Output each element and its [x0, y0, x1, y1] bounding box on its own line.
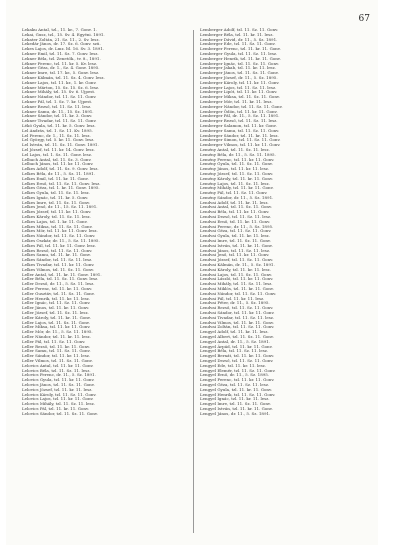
directory-entry: Lengyel Henrik, tzl. 11. Sz. 11. Gonv.	[200, 391, 276, 397]
directory-entry: Lekner Márton, 15. Sz. 15. Sz. 6. lesz.	[22, 84, 100, 90]
directory-entry: Lelovics Sándor, tzl. 11. Sz. 11. Gonv.	[22, 410, 98, 416]
directory-entry: Lemberger Rezső, tzl. 11. Sz. 11. lesz.	[200, 118, 278, 124]
directory-entry: Lemberger Salamon, tzl. 11. kr. Gonv.	[200, 122, 277, 128]
directory-entry: Lelovics Pál, tzl. 11. kr. 11. Gonv.	[22, 405, 90, 411]
column-divider	[193, 30, 194, 533]
directory-entry: Leller Gusztáv, tzl. 11. Sz. 11. Gonv.	[22, 290, 95, 296]
directory-entry: Lemény Ferenc, tzl. 11. kr. 11. Gonv.	[200, 156, 275, 162]
directory-entry: Lendvai Sándor, tzl. 11. kr. 11. Gonv.	[200, 310, 275, 316]
directory-entry: Lel György, tzl. 5. kr. 11. Gonv. lesz.	[22, 137, 95, 143]
directory-entry: Lelbach János, tzl. 11. kr. 11. Gonv.	[22, 161, 94, 167]
directory-entry: Lekner Géza, dr. 1., Sz. 4. Gonv. 1895.	[22, 65, 100, 71]
directory-entry: Lelkes Nándor, tzl. 11. Sz. 11. Gonv.	[22, 233, 96, 239]
directory-entry: Lekner Kálmán, tzl. 11. Sz. 4. Gonv. lesz.	[22, 74, 105, 80]
directory-entry: Lelkes Imre, tzl. 11. Sz. 11. Gonv.	[22, 199, 91, 205]
directory-entry: Lemberger Jakab, tzl. 11. kr. 11. lesz.	[200, 65, 276, 71]
directory-entry: Lelkes Adolf, tzl. 11. Sz. 9. Gonv. lesz.	[22, 166, 99, 172]
directory-entry: Lékó Gyula, tzl. 11. kr. 5. Gonv. lesz.	[22, 122, 96, 128]
directory-entry: Lemberger Mór, tzl. 11. kr. 11. lesz.	[200, 98, 273, 104]
directory-entry: Leller Sándor, tzl. 11. kr. 11. lesz.	[22, 353, 91, 359]
directory-entry: Lelkes Tivadar, tzl. 11. kr. 11. Gonv.	[22, 262, 95, 268]
directory-entry: Lekner Rezső, tzl. 11. Sz. 11. lesz.	[22, 103, 92, 109]
directory-entry: Lekner Tivadar, tzl. 11. Sz. 11. Gonv.	[22, 118, 97, 124]
directory-entry: Lelovics Károly, tzl. 11. Sz. 11. Gonv.	[22, 391, 97, 397]
directory-entry: Lelkes Géza, tzl. 1. kr. 11. Gonv. 1895.	[22, 185, 100, 191]
directory-entry: Lendvai Ferenc, dr. 11., 5. Sz. 1895.	[200, 223, 274, 229]
directory-entry: Lekai, Gusz, tzl., 15. Sv. 4. Egyéni. 1891.	[22, 31, 105, 37]
directory-entry: Lekner Béla, tzl. Zenetők., tv. 8., 1891.	[22, 55, 101, 61]
directory-entry: Leller Antal, tzl. 11. kr. 11. Gonv. 1891.	[22, 271, 102, 277]
directory-entry: Lelovics József, tzl. 11. kr. 11. lesz.	[22, 386, 93, 392]
directory-entry: Lemberger Miksa, tzl. 11. Sz. 11. Gonv.	[200, 94, 280, 100]
directory-entry: Lelkes Ernő, tzl. 11. Sz. 11. Gonv. lesz.	[22, 180, 101, 186]
directory-entry: Lengyel Adolf, tzl. 11. kr. 11. lesz.	[200, 329, 269, 335]
directory-entry: Lelkes Miksa, tzl. 11. Sz. 11. Gonv.	[22, 223, 93, 229]
directory-entry: Leller Rezső, tzl. 11. kr. 11. Gonv.	[22, 343, 91, 349]
directory-entry: Lekner Lajos, tzl. 11. kr., 1. kr. Gonv.	[22, 79, 97, 85]
directory-entry: Lekner Pál, tzl. 1. Sz. 7. kr. Ujpest.	[22, 98, 93, 104]
directory-entry: Lemény János, tzl. 11. kr. 11. lesz.	[200, 166, 270, 172]
directory-entry: Lemény Lajos, tzl. 11. Sz. 11. lesz.	[200, 180, 270, 186]
directory-entry: Lendvai Gyula, tzl. 11. kr. 11. lesz.	[200, 233, 270, 239]
directory-entry: Lendvai Imre, tzl. 11. Sz. 11. Gonv.	[200, 238, 271, 244]
directory-entry: Lelbach Antal, tzl. 11. Sz. 3. Gonv.	[22, 156, 92, 162]
directory-entry: Lemény Antal, tzl. 11. Sz. 11. lesz.	[200, 146, 270, 152]
directory-entry: Lengyel Ernő, dr. 11., 5. Sz. 1895.	[200, 372, 270, 378]
directory-entry: Lengyel István, tzl. 11. kr. 11. Gonv.	[200, 405, 273, 411]
directory-entry: Lekner Mihály, tzl. 15. Sv. 6. Ujpest.	[22, 89, 96, 95]
directory-entry: Lékner Ferenc, tzl. 11. kr. 5. Kv. lesz.	[22, 60, 98, 66]
directory-entry: Lelovics Antal, tzl. 11. kr. 11. Gonv.	[22, 362, 94, 368]
directory-entry: Lendvai Károly, tzl. 11. kr. 11. lesz.	[200, 266, 271, 272]
directory-entry: Lekner Emil, tzl. 11. Sz. 7. Gonv. lesz.	[22, 50, 99, 56]
directory-entry: Leller Béla, tzl. 11. Sz. 11. Gonv. lesz.	[22, 276, 99, 282]
directory-entry: Lendvai Nándor, tzl. 11. Sz. 11. Gonv.	[200, 290, 277, 296]
directory-entry: Leller Pál, tzl. 11. Sz. 11. Gonv.	[22, 338, 86, 344]
directory-entry: Lendvai József, tzl. 11. Sz. 11. Gonv.	[200, 257, 274, 263]
directory-entry: Leller Ferenc, tzl. 11. kr. 11. Gonv.	[22, 286, 93, 292]
directory-entry: Lelovics Mihály, tzl. 11. Sz. 11. lesz.	[22, 401, 95, 407]
directory-entry: Lekner Imre, tzl. 17. kr., 5. Gonv. lesz.	[22, 70, 100, 76]
directory-entry: Lengyel Imre, tzl. 11. Sz. 11. Gonv.	[200, 401, 271, 407]
directory-entry: Lelovics Lajos, tzl. 11. kr. 11. Gonv.	[22, 396, 94, 402]
directory-entry: Lengyel Béla, tzl. 11. Sz. 11. lesz.	[200, 348, 269, 354]
directory-entry: Lekner Sándor, tzl. 11. kr. 3. Gonv.	[22, 113, 93, 119]
directory-entry: Lendvai Béla, tzl. 11. kr. 11. Gonv.	[200, 209, 270, 215]
directory-entry: Lelkes Sándor, tzl. 11. Sz. 11. lesz.	[22, 257, 93, 263]
directory-entry: Leller Dezső, dr. 11., 5. Sz. 11. lesz.	[22, 281, 95, 287]
directory-entry: Lelkes Vilmos, tzl. 11. Sz. 11. Gonv.	[22, 266, 95, 272]
directory-entry: Lendvai Ernő, tzl. 11. kr. 11. Gonv.	[200, 218, 271, 224]
directory-entry: Lengyel Elemér, tzl. 11. Sz. 11. Gonv.	[200, 367, 276, 373]
directory-entry: Leller Vilmos, tzl. 11. Sz. 11. Gonv.	[22, 357, 93, 363]
directory-entry: Lemberger Nándor, tzl. 11. Sz. 11. Gonv.	[200, 103, 283, 109]
directory-entry: Lengyel Árpád, tzl. 11. kr. 11. Gonv.	[200, 343, 273, 349]
directory-entry: Leller Lajos, tzl. 11. Sz. 11. Gonv.	[22, 319, 90, 325]
directory-entry: Leller Ignác, tzl. 11. Sz. 11. Gonv.	[22, 300, 91, 306]
directory-entry: Lendvai Zoltán, tzl. 11. Sz. 11. Gonv.	[200, 324, 275, 330]
directory-entry: Lekner Nándor, tzl. 11. Sz. 11. Gonv.	[22, 94, 97, 100]
directory-entry: Lel József, tzl. 11. kr. 14. Gonv. lesz.	[22, 146, 95, 152]
directory-entry: Leller Miksa, tzl. 11. kr. 11. Gonv.	[22, 324, 91, 330]
directory-entry: Lelovics Béla, tzl. 11. Sz. 11. lesz.	[22, 367, 91, 373]
directory-entry: Lemberger János, tzl. 11. Sz. 11. Gonv.	[200, 70, 279, 76]
directory-entry: Lekedár János, dr. 17. Sz. 6. Gonv. szü.	[22, 41, 101, 47]
directory-entry: Lel István, tzl. 11. Sz. 11. Gonv. 1891.	[22, 142, 99, 148]
directory-entry: Lengyel Dezső, tzl. 11. Sz. 11. Gonv.	[200, 357, 274, 363]
directory-entry: Lendvai Péter, dr. 11., 5. Sz. 1895.	[200, 300, 270, 306]
directory-entry: Lemberger Samu, tzl. 11. Sz. 11. Gonv.	[200, 127, 280, 133]
directory-entry: Lemberger Béla, tzl. 11. kr. 11. lesz.	[200, 31, 274, 37]
directory-entry: Lelkes Ignác, tzl. 11. kr. 5. Gonv.	[22, 194, 89, 200]
directory-entry: Lendvai Vilmos, tzl. 11. kr. 11. Gonv.	[200, 319, 275, 325]
directory-entry: Lelovics János, tzl. 11. Sz. 11. Gonv.	[22, 381, 95, 387]
directory-entry: Lelkes Béla, dr. 11., 5. Sz. 11. 1891.	[22, 170, 95, 176]
directory-entry: Lengyel Albert, tzl. 11. Sz. 11. Gonv.	[200, 334, 274, 339]
directory-entry: Lemberger Ede, tzl. 11. Sz. 11. Gonv.	[200, 41, 276, 47]
directory-entry: Lemény Pál, tzl. 11. Sz. 11. Gonv.	[200, 190, 268, 196]
page-number: 67	[358, 14, 370, 24]
directory-entry: Lendvai Lajos, tzl. 11. Sz. 11. Gonv.	[200, 271, 273, 277]
directory-entry: Lelkes József, tzl. 11. kr. 11. Gonv.	[22, 209, 92, 215]
directory-entry: Lelkes Rezső, tzl. 11. Sz. 11. Gonv.	[22, 247, 93, 253]
directory-entry: Lendvai Mihály, tzl. 11. Sz. 11. lesz.	[200, 281, 273, 287]
directory-entry: Lemberger Henrik, tzl. 11. kr. 11. Gonv.	[200, 55, 281, 61]
directory-entry: Lemberger Sándor, tzl. 11. kr. 11. lesz.	[200, 132, 279, 138]
directory-entry: Lelkes Samu, tzl. 11. kr. 11. Gonv.	[22, 252, 91, 258]
directory-entry: Lendvai István, tzl. 11. kr. 11. Gonv.	[200, 242, 273, 248]
directory-entry: Leller Károly, tzl. 11. kr. 11. Gonv.	[22, 314, 91, 320]
directory-entry: Lengyel Géza, tzl. 11. Sz. 11. lesz.	[200, 381, 270, 387]
directory-entry: Lengyel Ferenc, tzl. 11. kr. 11. Gonv.	[200, 377, 275, 383]
directory-entry: Lelkes Jenő, dr. 11., 15. Sz. 11. 1891.	[22, 204, 98, 210]
directory-entry: Lemény Béla, dr. 11., 5. Sz. 11. 1895.	[200, 151, 276, 157]
directory-entry: Lemény Gyula, tzl. 11. Sz. 11. Gonv.	[200, 161, 273, 167]
left-column	[22, 28, 187, 537]
directory-entry: Lemberger Lajos, tzl. 11. Sz. 11. lesz.	[200, 84, 277, 90]
directory-entry: Lendvai Tivadar, tzl. 11. Sz. 11. lesz.	[200, 314, 275, 320]
directory-entry: Lendvai Rezső, tzl. 11. Sz. 11. Gonv.	[200, 305, 274, 311]
directory-entry: Lendvai Miklós, tzl. 11. kr. 11. Gonv.	[200, 286, 274, 292]
directory-entry: Lemberger Dávid, dr. 11., 5. Sz. 1891.	[200, 36, 278, 42]
directory-entry: Lendvai Antal, tzl. 11. Sz. 11. Gonv.	[200, 204, 273, 210]
directory-entry: Lendvai Géza, tzl. 11. Sz. 11. Gonv.	[200, 228, 272, 234]
directory-entry: Lemberger Ödön, tzl. 11. kr. 11. Gonv.	[200, 108, 278, 114]
directory-entry: Lelkes Gyula, tzl. 11. Sz. 11. lesz.	[22, 190, 90, 196]
directory-entry: Lengyel János, dr. 11., 5. Sz. 1891.	[200, 410, 271, 416]
directory-entry: Lelovics Gyula, tzl. 11. kr. 11. Gonv.	[22, 377, 95, 383]
directory-entry: Lelkes Mór, tzl. 11. kr. 11. Gonv. lesz.	[22, 228, 98, 234]
directory-entry: Leller József, tzl. 11. Sz. 11. lesz.	[22, 310, 89, 316]
directory-entry: Lemény Károly, tzl. 11. kr. 11. Gonv.	[200, 175, 274, 181]
directory-entry: Lelkes Emil, tzl. 11. kr. 11. Gonv.	[22, 175, 89, 181]
directory-entry: Lekes Lajos, dr. Lmz. ltl. 16. Sv. 3. 1891.	[22, 46, 105, 52]
directory-page	[6, 0, 378, 545]
directory-entry: Lel Ferenc, dr. 1., 11. Sz. 11. lesz.	[22, 132, 91, 138]
directory-entry: Lemberger Adolf, tzl. 11. Sz. 11. Gonv.	[200, 28, 279, 32]
directory-entry: Lengyel Ignác, tzl. 11. kr. 11. lesz.	[200, 396, 270, 402]
directory-entry: Lel Lajos, tzl. 1. Sz. 11. Gonv. lesz.	[22, 151, 93, 157]
directory-entry: Leller Henrik, tzl. 11. kr. 11. lesz.	[22, 295, 91, 301]
directory-entry: Lekner Samu, dr. 11., 15. Sz. 1891.	[22, 108, 94, 114]
directory-entry: Lengyel Gyula, tzl. 11. kr. 11. Gonv.	[200, 386, 273, 392]
directory-entry: Lengyel Bernát, tzl. 11. kr. 11. Gonv.	[200, 353, 275, 359]
directory-entry: Lekater Zoltán, 21. Sz. 11., 2. Sv. lesz.	[22, 36, 100, 42]
directory-entry: Leller János, tzl. 11. kr. 11. Gonv.	[22, 305, 90, 311]
directory-entry: Lemény Sándor, dr. 11., 5. Sz. 1891.	[200, 194, 274, 200]
directory-entry: Leller Nándor, tzl. 11. kr. 11. lesz.	[22, 334, 91, 339]
directory-entry: Lemberger Lipót, tzl. 11. kr. 11. Gonv.	[200, 89, 278, 95]
directory-entry: Lemberger József, dr. 11., 5. Sz. 1895.	[200, 74, 278, 80]
directory-entry: Lel András, tzl. 1. Sz. 11. Kv. 1895.	[22, 127, 93, 133]
directory-entry: Lengyel Antal, dr. 11., 5. Sz. 1891.	[200, 338, 271, 344]
directory-entry: Leller Samu, tzl. 11. Sz. 11. Gonv.	[22, 348, 91, 354]
directory-entry: Lekaku Antal, tzl., 11. kr., 7. Gonv. 1.	[22, 28, 97, 32]
directory-entry: Lemberger Gyula, tzl. 11. Sz. 11. lesz.	[200, 50, 278, 56]
directory-entry: Lelkes Pál, tzl. 11. kr. 11. Gonv. lesz.	[22, 242, 96, 248]
directory-entry: Lemberger Simon, tzl. 11. Sz. 11. Gonv.	[200, 137, 281, 143]
directory-entry: Lemény József, tzl. 11. Sz. 11. Gonv.	[200, 170, 274, 176]
directory-entry: Lendvai Pál, tzl. 11. kr. 11. lesz.	[200, 295, 265, 301]
directory-entry: Leller Mór, dr. 11., 5. Sz. 11. 1895.	[22, 329, 93, 335]
directory-entry: Lengyel Ede, tzl. 11. kr. 11. lesz.	[200, 362, 267, 368]
right-column	[200, 28, 365, 537]
directory-entry: Lemberger Vilmos, tzl. 11. kr. 11. Gonv.	[200, 142, 281, 148]
directory-entry: Lemény Mihály, tzl. 11. kr. 11. Gonv.	[200, 185, 274, 191]
directory-entry: Lemberger Pál, dr. 11., 5. Sz. 11. 1891.	[200, 113, 280, 119]
directory-entry: Lendvai Jenő, tzl. 11. kr. 11. Gonv.	[200, 252, 270, 258]
directory-entry: Lendvai Kálmán, dr. 11., 5. Sz. 1891.	[200, 262, 275, 268]
directory-entry: Lemberger Károly, tzl. 11. kr. 11. Gonv.	[200, 79, 280, 85]
directory-entry: Lendvai Dezső, tzl. 11. Sz. 11. lesz.	[200, 214, 272, 220]
directory-entry: Lemberger Ignác, tzl. 11. Sz. 11. Gonv.	[200, 60, 280, 66]
directory-entry: Lelkes Károly, tzl. 11. Sz. 11. lesz.	[22, 214, 91, 220]
directory-entry: Lendvai János, tzl. 11. Sz. 11. lesz.	[200, 247, 271, 253]
directory-entry: Lelkes Lajos, tzl. 1. kr. 11. Gonv.	[22, 218, 88, 224]
directory-entry: Lelkes Oszkár, dr. 11., 5. Sz. 11. 1895.	[22, 238, 100, 244]
directory-entry: Lemberger Ferenc, tzl. 11. kr. 11. Gonv.	[200, 46, 281, 52]
directory-entry: Lendvai László, tzl. 11. kr. 11. Gonv.	[200, 276, 274, 282]
directory-entry: Lelovics Ferenc, dr. 11., 5. Sz. 1891.	[22, 372, 96, 378]
directory-entry: Lendvai Adolf, tzl. 11. kr. 11. lesz.	[200, 199, 269, 205]
